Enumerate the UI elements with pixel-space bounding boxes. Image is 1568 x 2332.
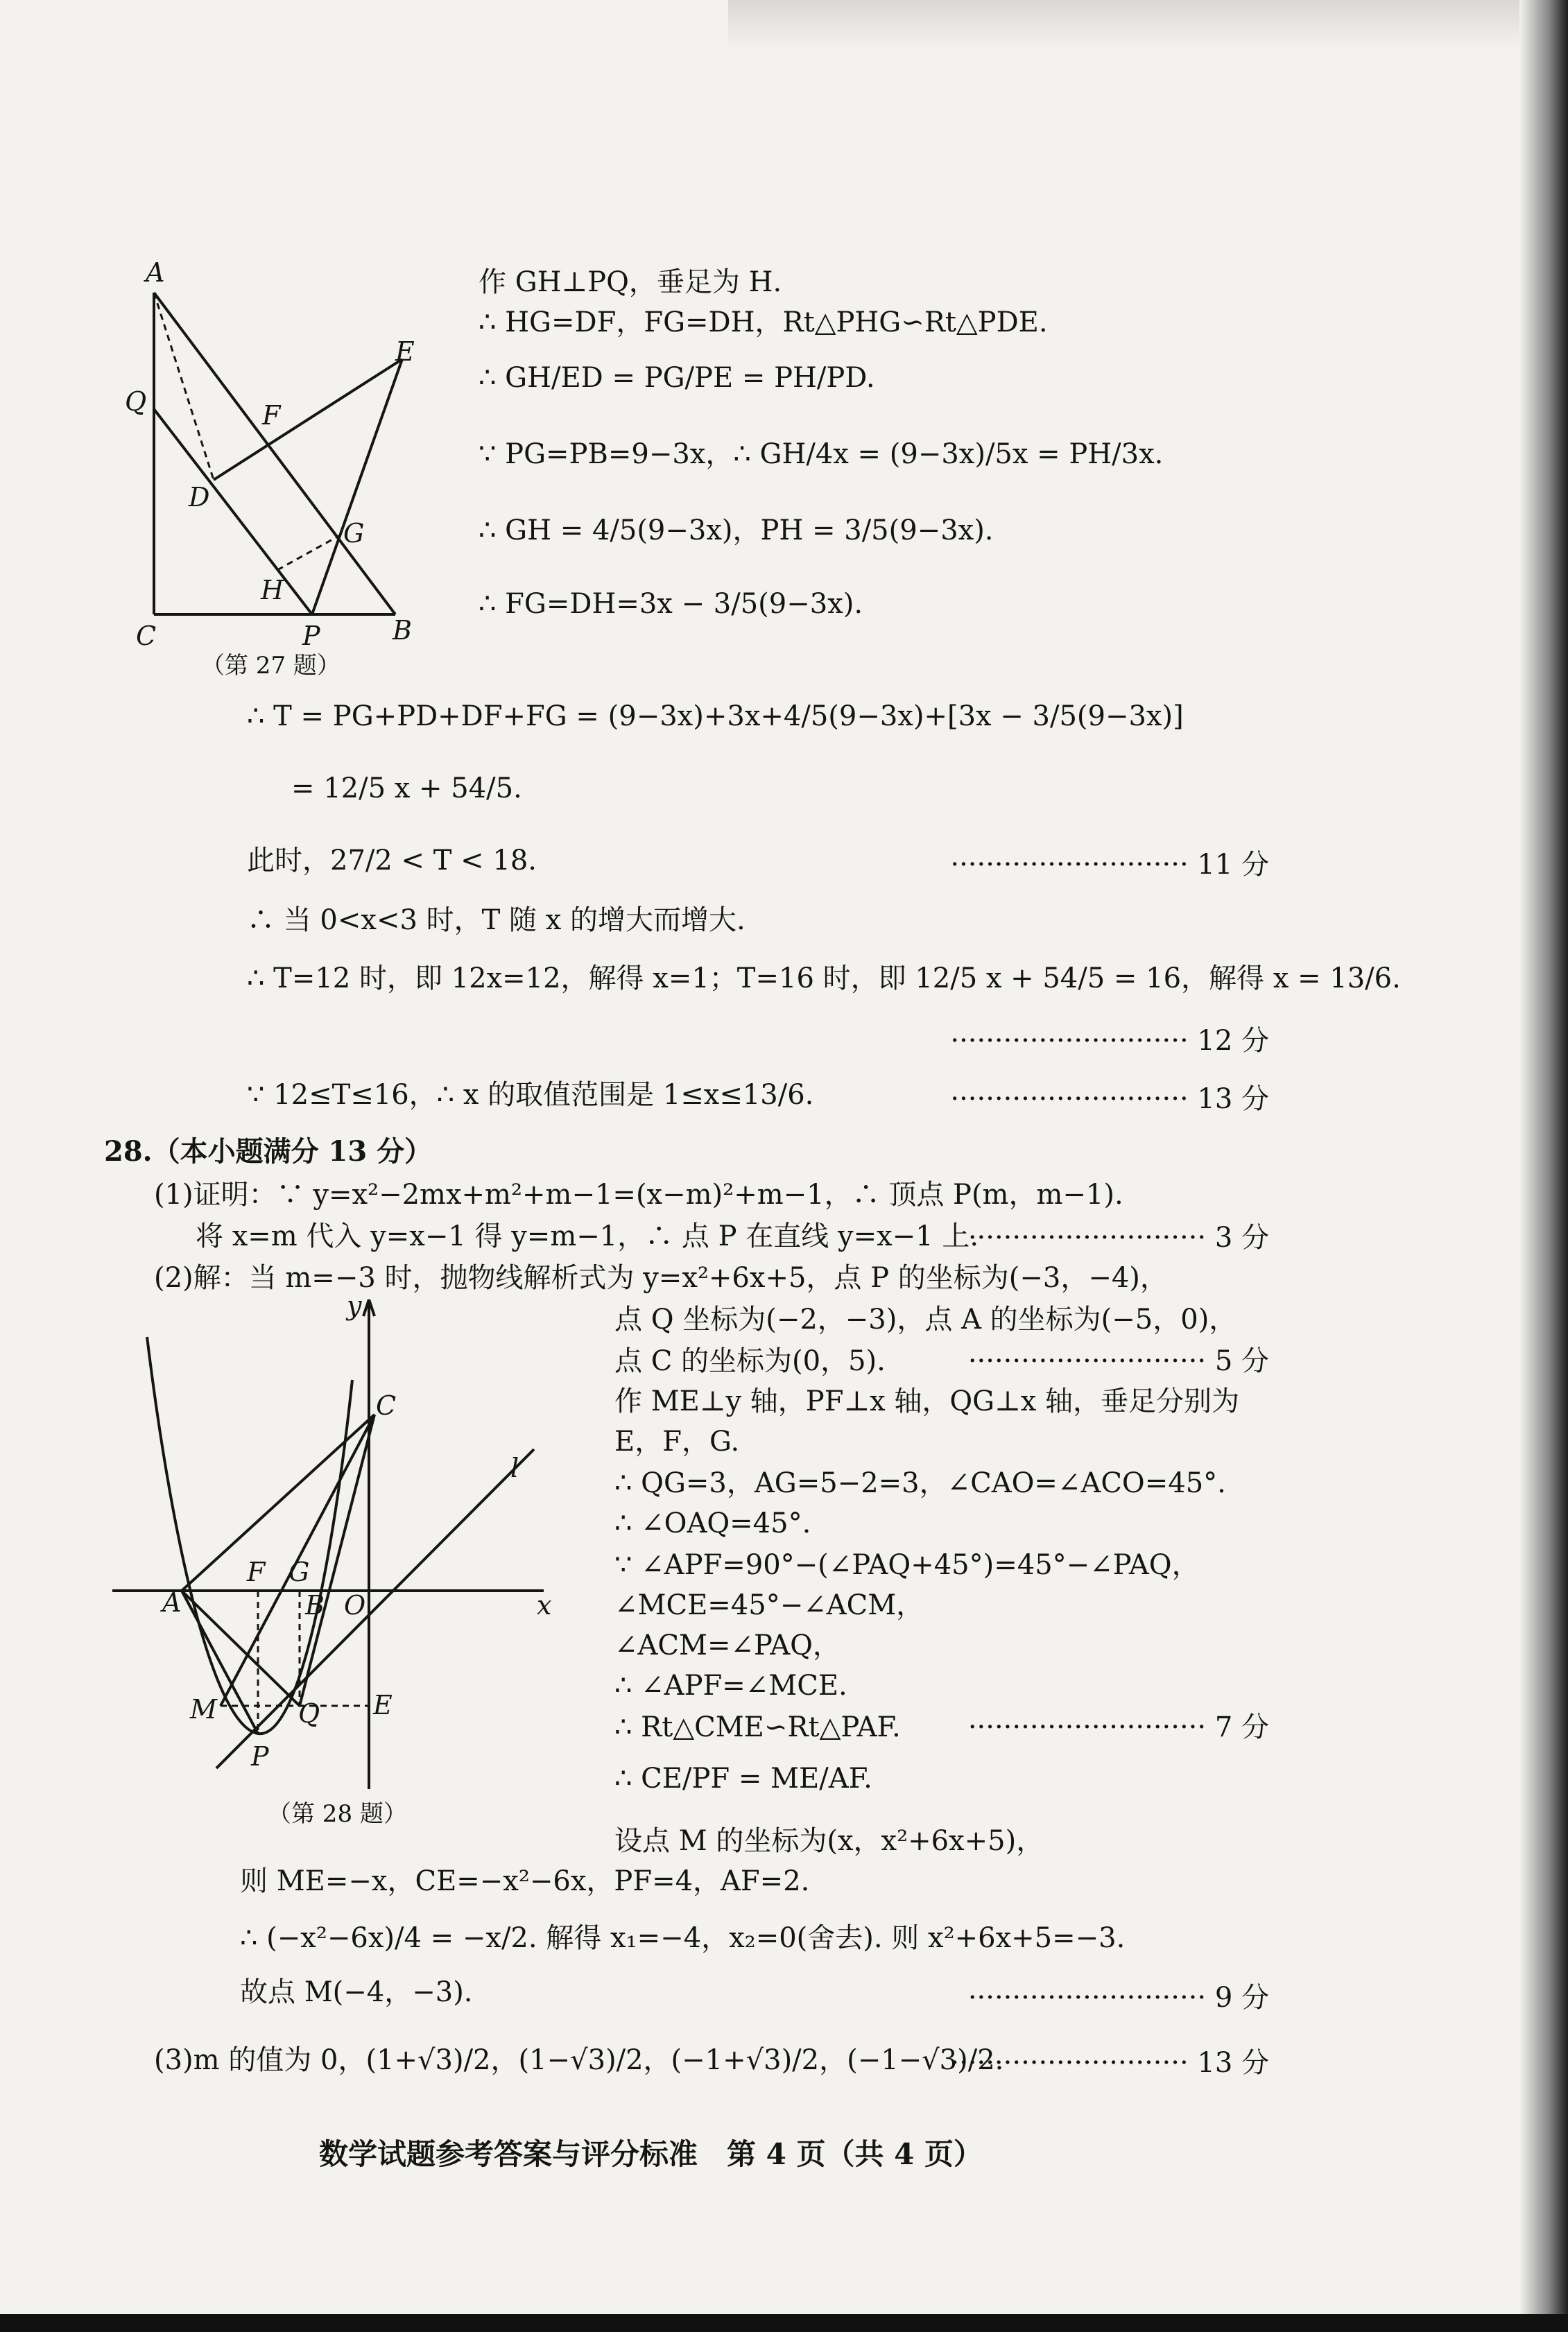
fig28-label: P bbox=[251, 1741, 269, 1772]
score-mark: ··························· 13 分 bbox=[950, 2047, 1269, 2079]
fig27-label: P bbox=[302, 621, 320, 651]
q27-line: 此时，27/2 < T < 18. bbox=[247, 845, 537, 876]
scan-bottom-edge bbox=[0, 2314, 1568, 2332]
fig27-dashed-AD bbox=[154, 293, 214, 480]
fig27-line-QP bbox=[154, 409, 312, 614]
page-footer: 数学试题参考答案与评分标准 第 4 页（共 4 页） bbox=[319, 2137, 983, 2171]
fig28-line-AC bbox=[182, 1415, 374, 1591]
q28-step: ∴ ∠OAQ=45°. bbox=[614, 1508, 811, 1539]
figure-28-caption: （第 28 题） bbox=[268, 1800, 407, 1828]
q27-step: ∵ PG=PB=9−3x，∴ GH/4x = (9−3x)/5x = PH/3x. bbox=[479, 438, 1164, 470]
q28-line: 则 ME=−x，CE=−x²−6x，PF=4，AF=2. bbox=[240, 1865, 810, 1897]
score-mark: ··························· 12 分 bbox=[950, 1025, 1269, 1057]
q28-step: ∵ ∠APF=90°−(∠PAQ+45°)=45°−∠PAQ， bbox=[614, 1549, 1200, 1581]
q27-step: 作 GH⊥PQ，垂足为 H. bbox=[479, 266, 782, 298]
q28-line: ∴ (−x²−6x)/4 = −x/2. 解得 x₁=−4，x₂=0(舍去). 则 x²+6x+5=−3. bbox=[240, 1922, 1126, 1954]
q27-line: ∴ T = PG+PD+DF+FG = (9−3x)+3x+4/5(9−3x)+[3x − 3/5(9−3x)] bbox=[247, 700, 1184, 732]
fig27-line-PE bbox=[312, 359, 402, 614]
scan-edge bbox=[1519, 0, 1568, 2332]
q27-step: ∴ FG=DH=3x − 3/5(9−3x). bbox=[479, 588, 863, 620]
fig28-line-l bbox=[216, 1449, 534, 1768]
q28-step: ∠MCE=45°−∠ACM， bbox=[614, 1589, 924, 1621]
fig28-label: l bbox=[510, 1453, 519, 1483]
fig28-line-AQ bbox=[182, 1591, 300, 1706]
q28-step: 点 C 的坐标为(0，5). bbox=[614, 1345, 886, 1377]
fig28-label: y bbox=[347, 1290, 362, 1321]
fig27-line-DE bbox=[214, 359, 402, 480]
fig28-label: C bbox=[376, 1390, 397, 1421]
q27-step: ∴ GH = 4/5(9−3x)，PH = 3/5(9−3x). bbox=[479, 515, 994, 546]
q27-line: = 12/5 x + 54/5. bbox=[291, 772, 522, 804]
q28-step: ∴ Rt△CME∽Rt△PAF. bbox=[614, 1711, 901, 1743]
score-mark: ··························· 5 分 bbox=[967, 1345, 1269, 1377]
fig27-label: Q bbox=[125, 386, 147, 417]
fig27-label: C bbox=[136, 621, 157, 651]
fig28-label: G bbox=[288, 1557, 310, 1587]
q28-step: ∴ CE/PF = ME/AF. bbox=[614, 1763, 872, 1795]
q28-line: (3)m 的值为 0，(1+√3)/2，(1−√3)/2，(−1+√3)/2，(−1−√3)/2. bbox=[154, 2044, 1004, 2076]
q28-line: 故点 M(−4，−3). bbox=[240, 1976, 473, 2008]
q28-part2-intro: (2)解：当 m=−3 时，抛物线解析式为 y=x²+6x+5，点 P 的坐标为(−3，−4)， bbox=[154, 1262, 1168, 1294]
q28-step: E，F，G. bbox=[614, 1426, 740, 1458]
fig28-label: F bbox=[247, 1557, 266, 1587]
figure-28 bbox=[104, 1290, 576, 1803]
fig27-label: A bbox=[146, 257, 165, 288]
fig27-label: F bbox=[262, 400, 281, 431]
q28-title: 28.（本小题满分 13 分） bbox=[104, 1135, 433, 1168]
fig28-line-CQ bbox=[300, 1415, 374, 1706]
fig27-label: G bbox=[343, 518, 365, 549]
score-mark: ··························· 11 分 bbox=[950, 849, 1269, 881]
fig28-label: M bbox=[190, 1694, 217, 1725]
fig28-label: B bbox=[305, 1590, 325, 1621]
fig28-label: O bbox=[344, 1590, 366, 1621]
q28-step: ∠ACM=∠PAQ， bbox=[614, 1630, 841, 1661]
figure-27-caption: （第 27 题） bbox=[201, 652, 341, 680]
score-mark: ··························· 9 分 bbox=[967, 1982, 1269, 2014]
figure-27 bbox=[125, 257, 458, 659]
fig27-label: D bbox=[189, 482, 210, 512]
fig28-parabola bbox=[147, 1337, 352, 1734]
fig27-label: B bbox=[393, 615, 412, 646]
q27-line: ∵ 12≤T≤16，∴ x 的取值范围是 1≤x≤13/6. bbox=[247, 1079, 814, 1111]
score-mark: ··························· 13 分 bbox=[950, 1083, 1269, 1115]
fig28-label: x bbox=[537, 1590, 552, 1621]
fig28-label: A bbox=[162, 1587, 182, 1618]
q28-part1: 将 x=m 代入 y=x−1 得 y=m−1，∴ 点 P 在直线 y=x−1 上. bbox=[196, 1220, 979, 1252]
score-mark: ··························· 7 分 bbox=[967, 1711, 1269, 1743]
fig28-label: E bbox=[373, 1690, 393, 1720]
fig27-label: H bbox=[261, 575, 284, 605]
q27-line: ∴ T=12 时，即 12x=12，解得 x=1；T=16 时，即 12/5 x + 54/5 = 16，解得 x = 13/6. bbox=[247, 962, 1401, 994]
q27-line: ∴ 当 0<x<3 时，T 随 x 的增大而增大. bbox=[247, 904, 746, 936]
q27-step: ∴ GH/ED = PG/PE = PH/PD. bbox=[479, 362, 875, 394]
fig28-label: Q bbox=[298, 1698, 320, 1729]
q28-step: 设点 M 的坐标为(x，x²+6x+5)， bbox=[614, 1825, 1044, 1857]
q28-step: ∴ QG=3，AG=5−2=3，∠CAO=∠ACO=45°. bbox=[614, 1467, 1226, 1499]
q28-step: 点 Q 坐标为(−2，−3)，点 A 的坐标为(−5，0)， bbox=[614, 1304, 1237, 1336]
q27-step: ∴ HG=DF，FG=DH，Rt△PHG∽Rt△PDE. bbox=[479, 306, 1048, 338]
q28-part1: (1)证明：∵ y=x²−2mx+m²+m−1=(x−m)²+m−1，∴ 顶点 P(m，m−1). bbox=[154, 1179, 1123, 1211]
score-mark: ··························· 3 分 bbox=[967, 1222, 1269, 1254]
scan-shadow bbox=[728, 0, 1568, 49]
fig27-label: E bbox=[395, 336, 415, 367]
q28-step: ∴ ∠APF=∠MCE. bbox=[614, 1670, 847, 1702]
q28-step: 作 ME⊥y 轴，PF⊥x 轴，QG⊥x 轴，垂足分别为 bbox=[614, 1385, 1239, 1417]
